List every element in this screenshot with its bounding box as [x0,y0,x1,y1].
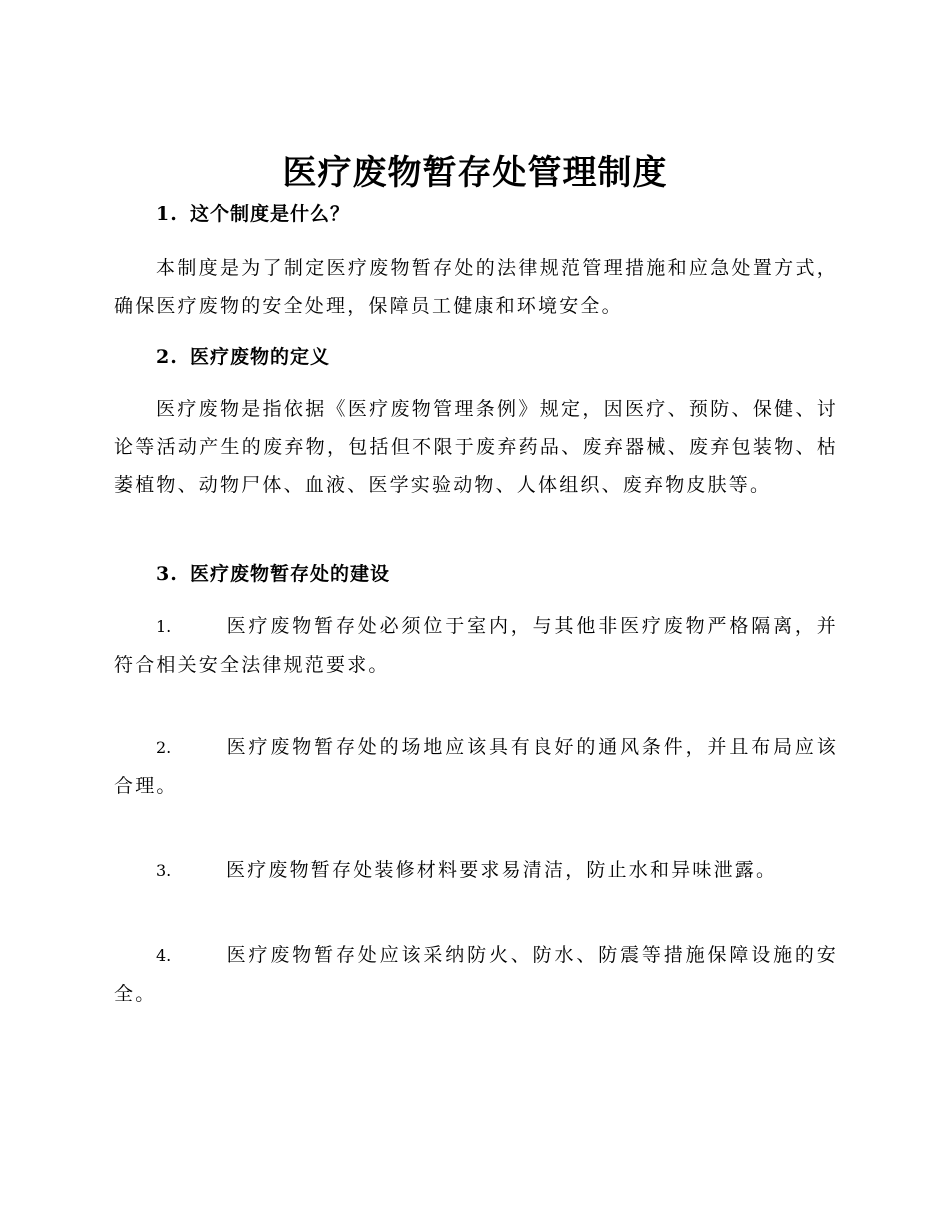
section-paragraph-1: 本制度是为了制定医疗废物暂存处的法律规范管理措施和应急处置方式，确保医疗废物的安全处理，保障员工健康和环境安全。 [114,257,838,317]
section-title: 这个制度是什么？ [190,203,351,225]
list-item-text: 医疗废物暂存处必须位于室内，与其他非医疗废物严格隔离，并符合相关安全法律规范要求。 [114,615,838,676]
section-title: 医疗废物的定义 [190,346,331,368]
list-item [114,851,838,890]
list-item [114,936,838,1013]
list-item-number: 2. [156,738,172,757]
list-item-number: 1. [156,617,172,636]
list-item-text: 医疗废物暂存处装修材料要求易清洁，防止水和异味泄露。 [226,859,778,881]
section-title: 医疗废物暂存处的建设 [190,563,391,585]
list-item-number: 4. [156,946,172,965]
section-heading-2 [156,344,330,370]
list-item-number: 3. [156,861,172,880]
section-number: 1. [156,203,178,225]
list-item-text: 医疗废物暂存处的场地应该具有良好的通风条件，并且布局应该合理。 [114,736,838,797]
list-item [114,728,838,805]
section-number: 3. [156,563,178,585]
section-paragraph-2: 医疗废物是指依据《医疗废物管理条例》规定，因医疗、预防、保健、讨论等活动产生的废弃物，包括但不限于废弃药品、废弃器械、废弃包装物、枯萎植物、动物尸体、血液、医学实验动物、人体组织、废弃物皮肤等。 [114,398,838,496]
section-heading-3 [156,561,390,587]
list-item [114,607,838,684]
document-title: 医疗废物暂存处管理制度 [282,153,668,193]
list-item-text: 医疗废物暂存处应该采纳防火、防水、防震等措施保障设施的安全。 [114,944,838,1005]
section-number: 2. [156,346,178,368]
section-heading-1 [156,201,350,227]
